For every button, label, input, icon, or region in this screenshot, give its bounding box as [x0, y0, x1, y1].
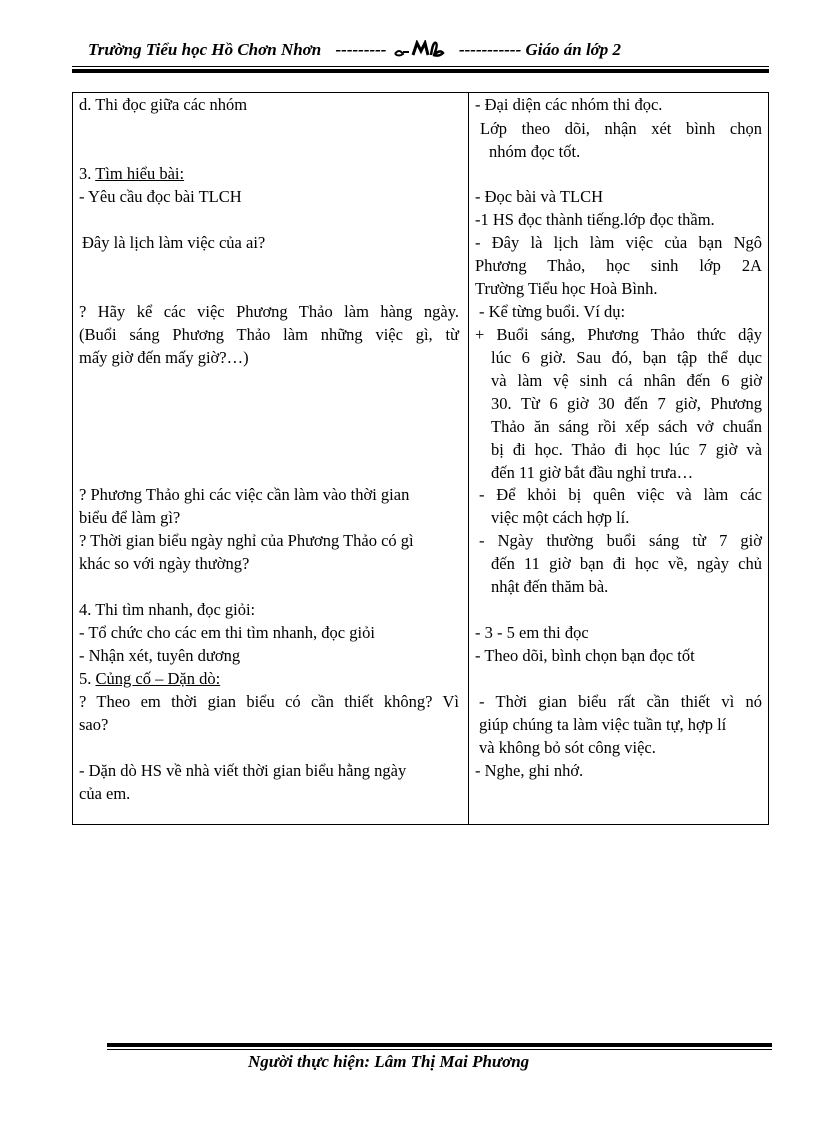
school-name: Trường Tiểu học Hồ Chơn Nhơn — [88, 40, 322, 59]
page-header — [88, 40, 778, 64]
section-heading: 3. Tìm hiểu bài: — [79, 164, 185, 183]
right-line: - 3 - 5 em thi đọc — [475, 623, 589, 642]
right-line: - Ngày thường buổi sáng từ 7 giờ — [479, 531, 762, 550]
right-line: và không bỏ sót công việc. — [479, 738, 656, 757]
right-line: - Theo dõi, bình chọn bạn đọc tốt — [475, 646, 695, 665]
left-line: - Dặn dò HS về nhà viết thời gian biểu hằng ngày — [79, 761, 407, 780]
subject-title: Giáo án lớp 2 — [525, 40, 622, 59]
right-line: đến 11 giờ bạn đi học về, ngày chủ — [491, 554, 762, 573]
left-line: khác so với ngày thường? — [79, 554, 250, 573]
left-line: Đây là lịch làm việc của ai? — [82, 233, 266, 252]
left-line: - Nhận xét, tuyên dương — [79, 646, 241, 665]
right-line: và làm vệ sinh cá nhân đến 6 giờ — [491, 371, 762, 390]
header-rule-thin — [72, 66, 769, 67]
left-line: ? Phương Thảo ghi các việc cần làm vào thời gian — [79, 485, 410, 504]
right-line: Thảo ăn sáng rồi xếp sách vở chuẩn — [491, 417, 762, 436]
table-column-divider — [468, 92, 469, 825]
header-dashes-right: ----------- — [458, 40, 522, 59]
left-line: ? Hãy kể các việc Phương Thảo làm hàng ngày. — [79, 302, 459, 321]
right-line: giúp chúng ta làm việc tuần tự, hợp lí — [479, 715, 727, 734]
right-line: bị đi học. Thảo đi học lúc 7 giờ và — [491, 440, 762, 459]
author-footer: Người thực hiện: Lâm Thị Mai Phương — [248, 1052, 530, 1071]
decorative-logo-icon — [393, 40, 453, 58]
left-line: ? Thời gian biểu ngày nghỉ của Phương Thảo có gì — [79, 531, 414, 550]
right-line: - Đọc bài và TLCH — [475, 187, 603, 206]
right-line: nhật đến thăm bà. — [491, 577, 609, 596]
right-line: - Đại diện các nhóm thi đọc. — [475, 95, 663, 114]
left-line: 4. Thi tìm nhanh, đọc giỏi: — [79, 600, 256, 619]
right-line: + Buổi sáng, Phương Thảo thức dậy — [475, 325, 762, 344]
right-line: - Kể từng buổi. Ví dụ: — [479, 302, 626, 321]
footer-rule-thick — [107, 1043, 772, 1047]
right-line: 30. Từ 6 giờ 30 đến 7 giờ, Phương — [491, 394, 762, 413]
right-line: việc một cách hợp lí. — [491, 508, 630, 527]
footer-rule-thin — [107, 1049, 772, 1050]
right-line: -1 HS đọc thành tiếng.lớp đọc thầm. — [475, 210, 715, 229]
left-line: d. Thi đọc giữa các nhóm — [79, 95, 248, 114]
left-line: - Tổ chức cho các em thi tìm nhanh, đọc giỏi — [79, 623, 375, 642]
right-line: - Để khỏi bị quên việc và làm các — [479, 485, 762, 504]
right-line: - Đây là lịch làm việc của bạn Ngô — [475, 233, 762, 252]
right-line: nhóm đọc tốt. — [489, 142, 581, 161]
header-rule-thick — [72, 69, 769, 73]
header-dashes-left: --------- — [335, 40, 387, 59]
right-line: Phương Thảo, học sinh lớp 2A — [475, 256, 762, 275]
left-line: mấy giờ đến mấy giờ?…) — [79, 348, 249, 367]
right-line: Lớp theo dõi, nhận xét bình chọn — [480, 119, 762, 138]
right-line: Trường Tiểu học Hoà Bình. — [475, 279, 658, 298]
left-line: ? Theo em thời gian biểu có cần thiết không? Vì — [79, 692, 459, 711]
right-line: - Thời gian biểu rất cần thiết vì nó — [479, 692, 762, 711]
left-line: sao? — [79, 715, 109, 734]
right-line: lúc 6 giờ. Sau đó, bạn tập thể dục — [491, 348, 762, 367]
left-line: của em. — [79, 784, 131, 803]
right-line: đến 11 giờ bắt đầu nghỉ trưa… — [491, 463, 694, 482]
left-line: - Yêu cầu đọc bài TLCH — [79, 187, 242, 206]
right-line: - Nghe, ghi nhớ. — [475, 761, 584, 780]
left-line: biểu để làm gì? — [79, 508, 181, 527]
left-line: (Buổi sáng Phương Thảo làm những việc gì, từ — [79, 325, 459, 344]
section-heading: 5. Củng cố – Dặn dò: — [79, 669, 221, 688]
